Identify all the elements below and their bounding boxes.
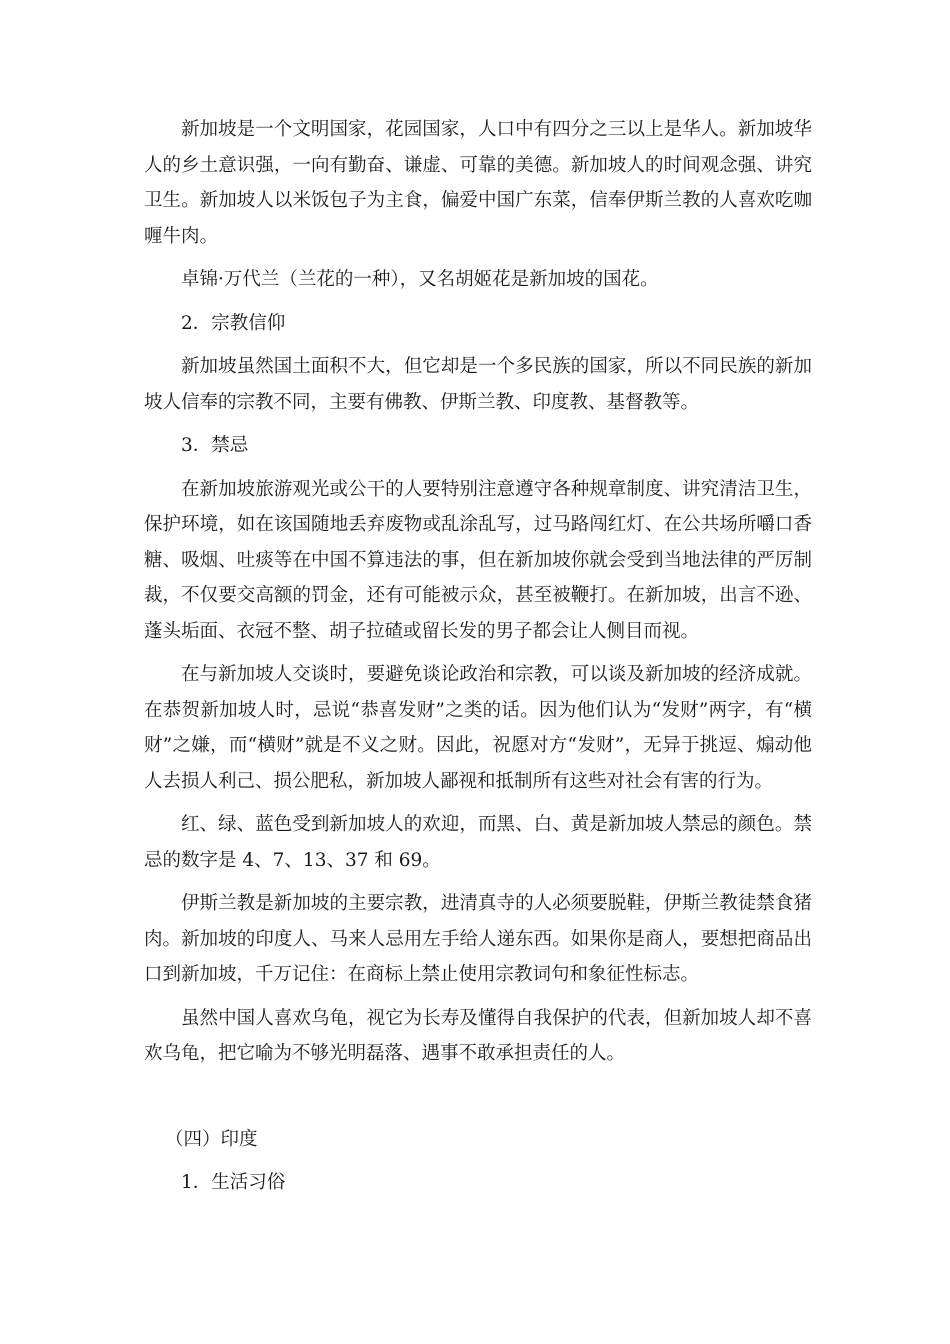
heading-taboo: 3．禁忌 [181, 435, 249, 456]
paragraph-taboo-conversation: 在与新加坡人交谈时，要避免谈论政治和宗教，可以谈及新加坡的经济成就。在恭贺新加坡人时，忌说“恭喜发财”之类的话。因为他们认为“发财”两字，有“横财”之嫌，而“横财”就是不义之财。因此，祝愿对方“发财”，无异于挑逗、煽动他人去损人利己、损公肥私，新加坡人鄙视和抵制所有这些对社会有害的行为。 [144, 664, 812, 792]
paragraph-taboo-turtle: 虽然中国人喜欢乌龟，视它为长寿及懂得自我保护的代表，但新加坡人却不喜欢乌龟，把它喻为不够光明磊落、遇事不敢承担责任的人。 [144, 1007, 812, 1064]
section-heading-india: （四）印度 [165, 1128, 258, 1150]
heading-religion: 2．宗教信仰 [181, 312, 286, 334]
document-body [144, 112, 812, 1209]
paragraph-taboo-islam: 伊斯兰教是新加坡的主要宗教，进清真寺的人必须要脱鞋，伊斯兰教徒禁食猪肉。新加坡的印度人、马来人忌用左手给人递东西。如果你是商人，要想把商品出口到新加坡，千万记住：在商标上禁止使用宗教词句和象征性标志。 [144, 893, 812, 985]
paragraph-religion: 新加坡虽然国土面积不大，但它却是一个多民族的国家，所以不同民族的新加坡人信奉的宗教不同，主要有佛教、伊斯兰教、印度教、基督教等。 [144, 356, 812, 413]
heading-life-customs: 1．生活习俗 [181, 1172, 286, 1193]
paragraph-taboo-rules: 在新加坡旅游观光或公干的人要特别注意遵守各种规章制度、讲究清洁卫生，保护环境，如在该国随地丢弃废物或乱涂乱写，过马路闯红灯、在公共场所嚼口香糖、吸烟、吐痰等在中国不算违法的事，但在新加坡你就会受到当地法律的严厉制裁，不仅要交高额的罚金，还有可能被示众，甚至被鞭打。在新加坡，出言不逊、蓬头垢面、衣冠不整、胡子拉碴或留长发的男子都会让人侧目而视。 [144, 478, 812, 642]
paragraph-taboo-colors-numbers: 红、绿、蓝色受到新加坡人的欢迎，而黑、白、黄是新加坡人禁忌的颜色。禁忌的数字是 4、7、13、37 和 69。 [144, 814, 812, 871]
paragraph-national-flower: 卓锦·万代兰（兰花的一种），又名胡姬花是新加坡的国花。 [181, 269, 659, 290]
paragraph-singapore-overview: 新加坡是一个文明国家，花园国家，人口中有四分之三以上是华人。新加坡华人的乡土意识强，一向有勤奋、谦虚、可靠的美德。新加坡人的时间观念强、讲究卫生。新加坡人以米饭包子为主食，偏爱中国广东菜，信奉伊斯兰教的人喜欢吃咖喱牛肉。 [144, 119, 812, 247]
